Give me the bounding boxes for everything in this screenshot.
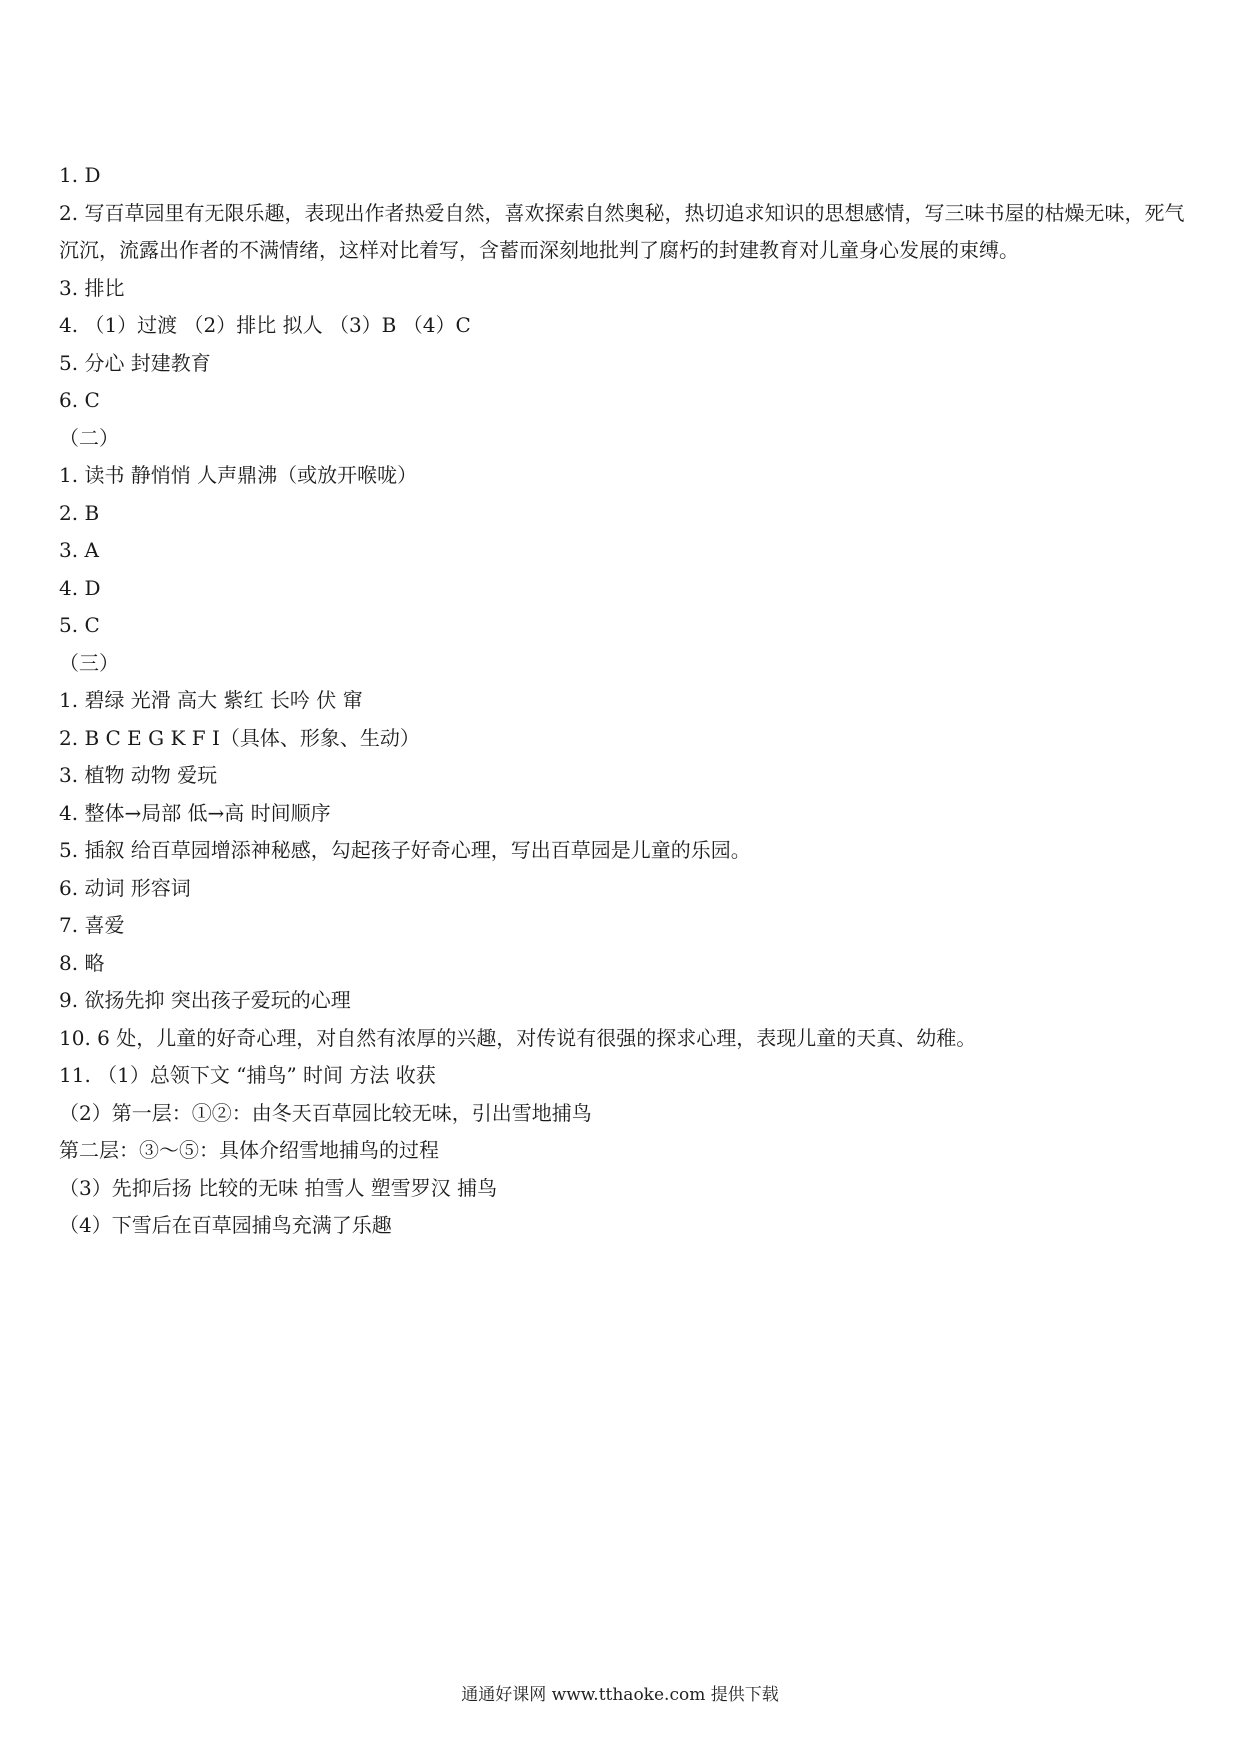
page-footer: 通通好课网 www.tthaoke.com 提供下载 [461, 1685, 779, 1705]
answer-line: 10. 6 处，儿童的好奇心理，对自然有浓厚的兴趣，对传说有很强的探求心理，表现儿童的天真、幼稚。 [59, 1025, 977, 1050]
answer-line: （2）第一层：①②：由冬天百草园比较无味，引出雪地捕鸟 [59, 1100, 592, 1125]
answer-line: 2. 写百草园里有无限乐趣，表现出作者热爱自然，喜欢探索自然奥秘，热切追求知识的思想感情，写三味书屋的枯燥无味，死气沉沉，流露出作者的不满情绪，这样对比着写，含蓄而深刻地批判了腐朽的封建教育对儿童身心发展的束缚。 [59, 200, 1185, 262]
answer-line: 9. 欲扬先抑 突出孩子爱玩的心理 [59, 988, 351, 1012]
answer-line: （4）下雪后在百草园捕鸟充满了乐趣 [59, 1213, 392, 1237]
answer-line: 6. C [59, 388, 100, 412]
answer-line: 1. 读书 静悄悄 人声鼎沸（或放开喉咙） [59, 463, 418, 487]
answer-line: 4. D [59, 575, 101, 600]
answer-line: 2. B [59, 500, 100, 525]
answer-line: 3. 植物 动物 爱玩 [59, 763, 218, 787]
answer-list [59, 157, 1189, 1245]
answer-line: 5. 分心 封建教育 [59, 350, 211, 375]
answer-line: 4. 整体→局部 低→高 时间顺序 [59, 800, 331, 825]
answer-line: （3）先抑后扬 比较的无味 拍雪人 塑雪罗汉 捕鸟 [59, 1175, 498, 1200]
answer-line: 第二层：③～⑤：具体介绍雪地捕鸟的过程 [59, 1138, 439, 1162]
answer-line: 11. （1）总领下文 “捕鸟” 时间 方法 收获 [59, 1063, 436, 1087]
answer-line: 6. 动词 形容词 [59, 875, 191, 900]
answer-line: 4. （1）过渡 （2）排比 拟人 （3）B （4）C [59, 313, 471, 337]
section-heading: （三） [59, 650, 119, 675]
answer-line: 3. 排比 [59, 275, 125, 300]
answer-line: 5. C [59, 613, 100, 637]
answer-line: 7. 喜爱 [59, 913, 125, 937]
answer-line: 1. 碧绿 光滑 高大 紫红 长吟 伏 窜 [59, 688, 363, 712]
answer-line: 2. B C E G K F I（具体、形象、生动） [59, 725, 420, 750]
answer-line: 1. D [59, 163, 101, 187]
answer-line: 8. 略 [59, 950, 105, 975]
answer-line: 5. 插叙 给百草园增添神秘感，勾起孩子好奇心理，写出百草园是儿童的乐园。 [59, 838, 751, 862]
answer-line: 3. A [59, 538, 99, 562]
section-heading: （二） [59, 425, 119, 450]
